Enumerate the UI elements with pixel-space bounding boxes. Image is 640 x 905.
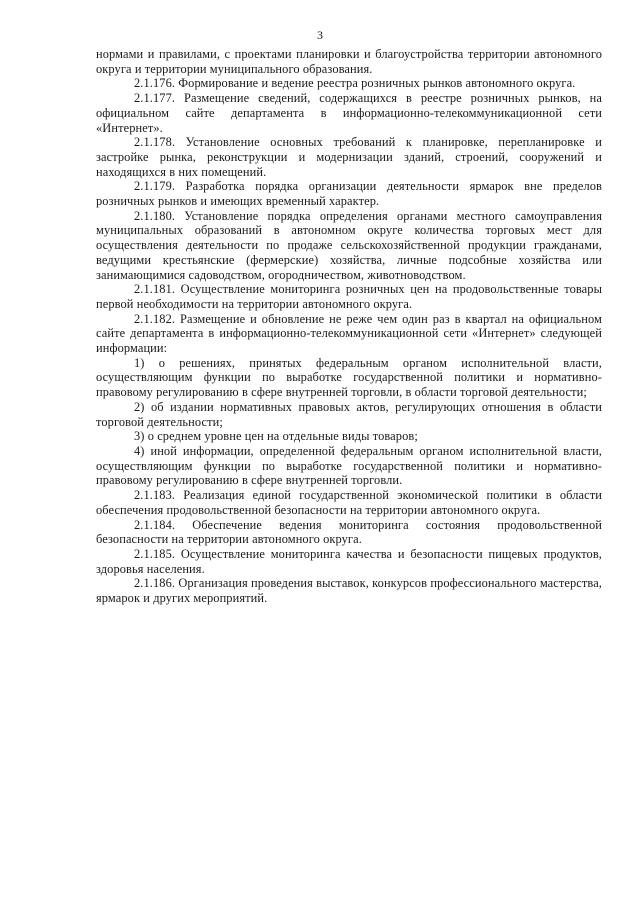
paragraph-continuation: нормами и правилами, с проектами планировки и благоустройства территории автономного округа и территории муниципального образования. xyxy=(96,47,602,76)
paragraph-2-1-176: 2.1.176. Формирование и ведение реестра розничных рынков автономного округа. xyxy=(134,76,576,91)
paragraph-2-1-182: 2.1.182. Размещение и обновление не реже чем один раз в квартал на официальном сайте департамента в информационно-телекоммуникационной сети «Интернет» следующей информации: xyxy=(96,311,602,356)
paragraph-2-1-185: 2.1.185. Осуществление мониторинга качества и безопасности пищевых продуктов, здоровья населения. xyxy=(96,546,602,576)
paragraph-2-1-179: 2.1.179. Разработка порядка организации деятельности ярмарок вне пределов розничных рынков и имеющих временный характер. xyxy=(96,179,602,209)
document-body xyxy=(96,47,602,606)
paragraph-2-1-177: 2.1.177. Размещение сведений, содержащихся в реестре розничных рынков, на официальном сайте департамента в информационно-телекоммуникационной сети «Интернет». xyxy=(96,91,602,135)
list-item-1: 1) о решениях, принятых федеральным органом исполнительной власти, осуществляющим функции по выработке государственной политики и нормативно-правовому регулированию в сфере внутренней торговли, в области торговой деятельности; xyxy=(96,355,602,400)
list-item-4: 4) иной информации, определенной федеральным органом исполнительной власти, осуществляющим функции по выработке государственной политики и нормативно-правовому регулированию в сфере внутренней торговли. xyxy=(96,443,602,488)
paragraph-2-1-181: 2.1.181. Осуществление мониторинга розничных цен на продовольственные товары первой необходимости на территории автономного округа. xyxy=(96,282,602,311)
paragraph-2-1-184: 2.1.184. Обеспечение ведения мониторинга состояния продовольственной безопасности на территории автономного округа. xyxy=(96,517,602,547)
paragraph-2-1-183: 2.1.183. Реализация единой государственной экономической политики в области обеспечения продовольственной безопасности на территории автономного округа. xyxy=(96,488,602,517)
list-item-3: 3) о среднем уровне цен на отдельные виды товаров; xyxy=(134,429,418,444)
page-number: 3 xyxy=(317,28,323,42)
paragraph-2-1-178: 2.1.178. Установление основных требований к планировке, перепланировке и застройке рынка, реконструкции и модернизации зданий, строений, сооружений и находящихся в них помещений. xyxy=(96,135,602,179)
list-item-2: 2) об издании нормативных правовых актов, регулирующих отношения в области торговой деятельности; xyxy=(96,399,602,429)
paragraph-2-1-180: 2.1.180. Установление порядка определения органами местного самоуправления муниципальных образований в автономном округе количества торговых мест для осуществления деятельности по продаже сельскохозяйственной продукции гражданами, ведущими крестьянские (фермерские) хозяйства, личные подсобные хозяйства или занимающимися садоводством, огородничеством, животноводством. xyxy=(96,208,602,282)
paragraph-2-1-186: 2.1.186. Организация проведения выставок, конкурсов профессионального мастерства, ярмарок и других мероприятий. xyxy=(96,576,602,606)
